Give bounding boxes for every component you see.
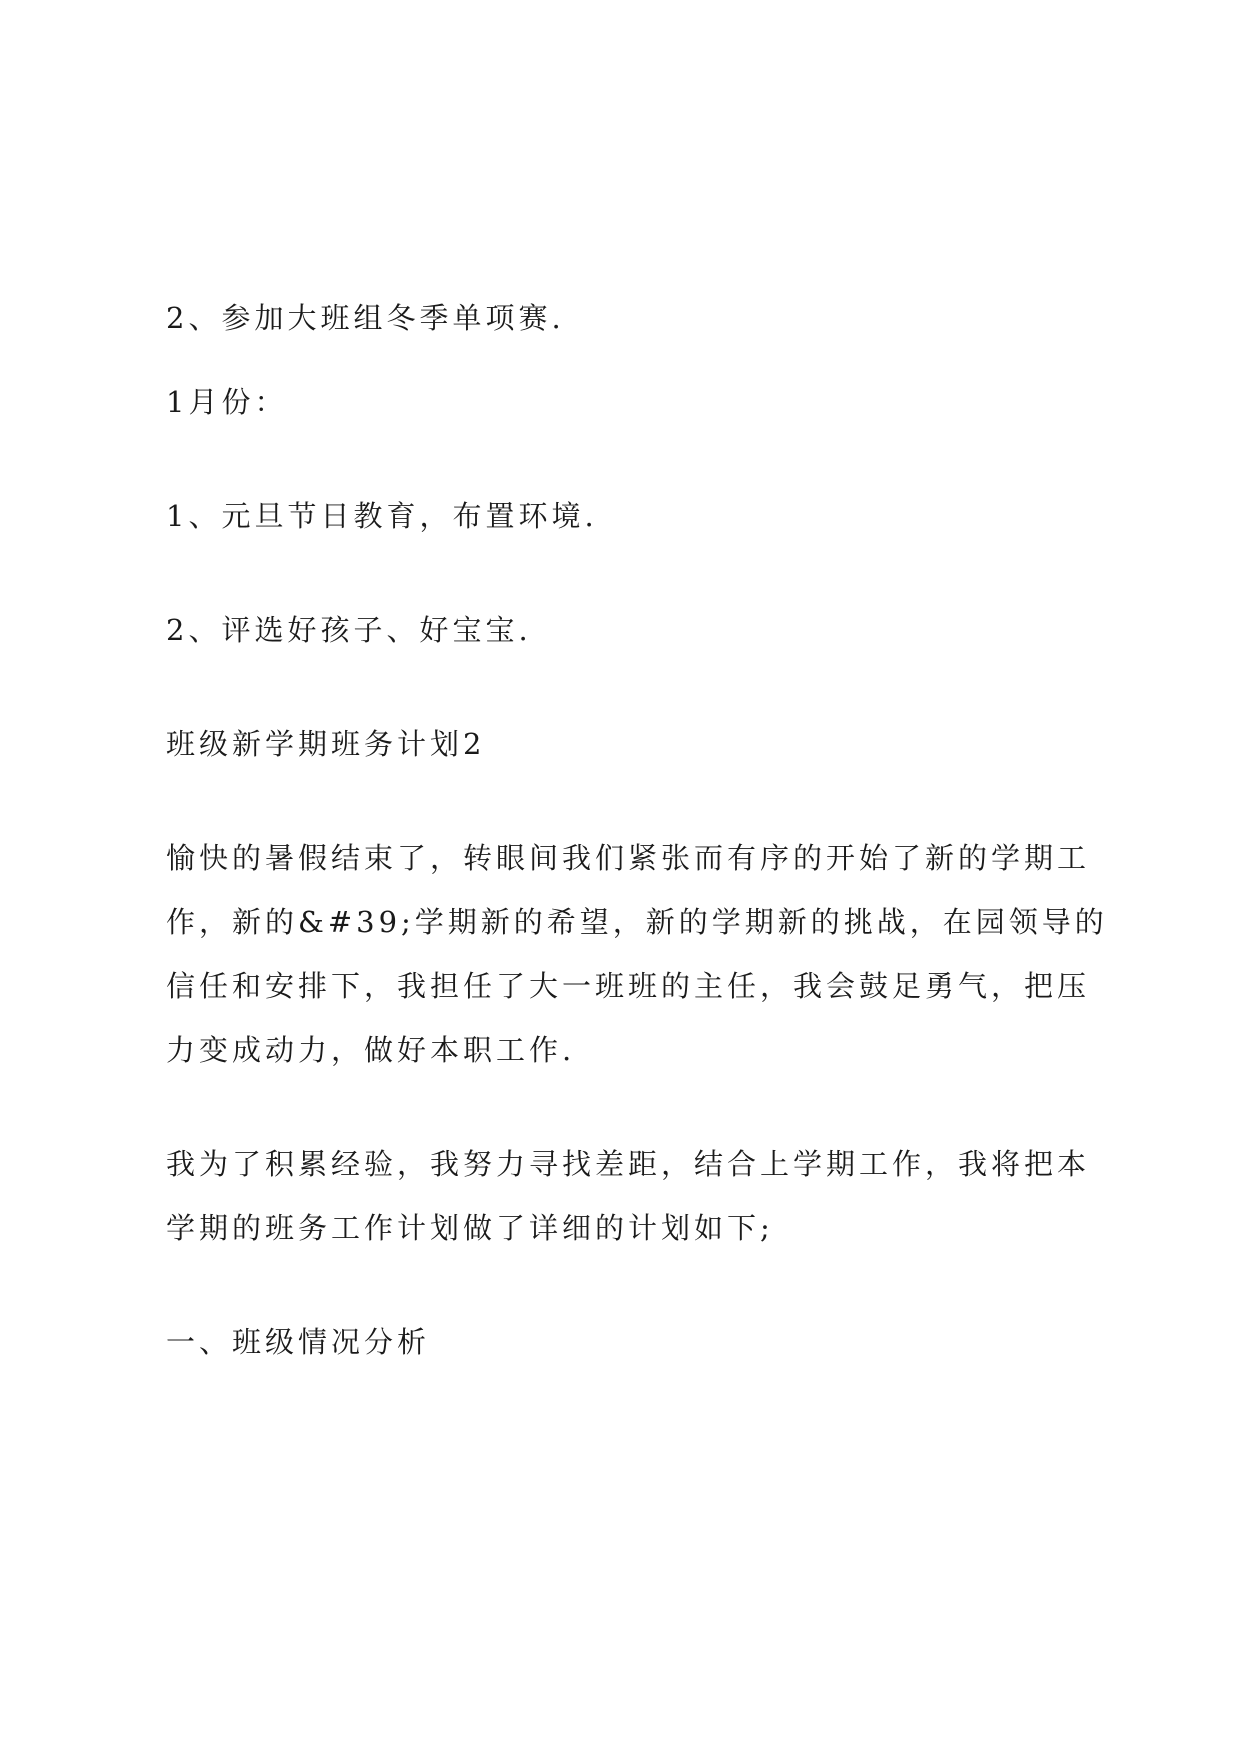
paragraph-intro-line-2: 作，新的&#39;学期新的希望，新的学期新的挑战，在园领导的 [166,905,1108,939]
paragraph-intro-line-3: 信任和安排下，我担任了大一班班的主任，我会鼓足勇气，把压 [166,969,1091,1003]
list-item-new-year-education: 1、元旦节日教育，布置环境. [166,499,598,533]
paragraph-intro-line-4: 力变成动力，做好本职工作. [166,1033,576,1067]
paragraph-intro-line-1: 愉快的暑假结束了，转眼间我们紧张而有序的开始了新的学期工 [166,841,1091,875]
section-heading-class-analysis: 一、班级情况分析 [166,1325,431,1359]
list-item-winter-contest: 2、参加大班组冬季单项赛. [166,301,565,335]
list-item-good-children: 2、评选好孩子、好宝宝. [166,613,532,647]
month-heading-january: 1月份： [166,385,288,419]
paragraph-plan-line-1: 我为了积累经验，我努力寻找差距，结合上学期工作，我将把本 [166,1147,1091,1181]
paragraph-plan-line-2: 学期的班务工作计划做了详细的计划如下; [166,1211,774,1245]
section-title-plan-2: 班级新学期班务计划2 [166,727,486,761]
